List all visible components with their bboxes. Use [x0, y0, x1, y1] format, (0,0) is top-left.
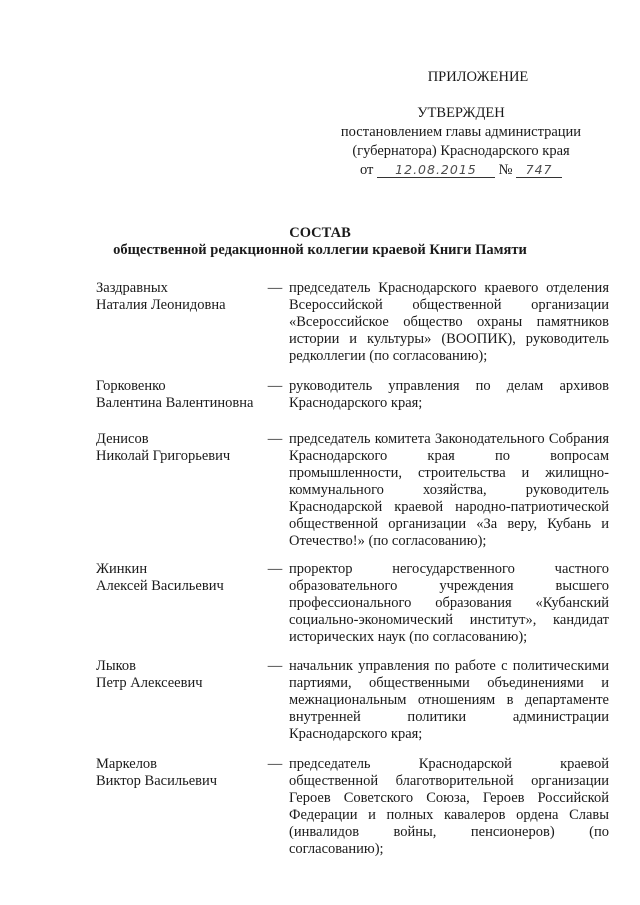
date-field: 12.08.2015: [377, 162, 495, 178]
title-line-2: общественной редакционной коллегии краевой Книги Памяти: [113, 242, 527, 258]
member-surname: Горковенко: [96, 378, 166, 394]
member-surname: Маркелов: [96, 756, 158, 772]
member-role: начальник управления по работе с политическими партиями, общественными объединениями и межнациональным отношениям в департаменте внутренней политики администрации Краснодарского края;: [289, 658, 609, 742]
appendix-heading: ПРИЛОЖЕНИЕ: [427, 69, 529, 85]
from-label: от: [359, 162, 374, 178]
document-title: [90, 225, 550, 259]
number-field: 747: [516, 162, 562, 178]
approval-line-2: (губернатора) Краснодарского края: [352, 143, 570, 159]
member-given-name: Виктор Васильевич: [96, 773, 218, 789]
member-given-name: Валентина Валентиновна: [96, 395, 254, 411]
member-role: проректор негосударственного частного образовательного учреждения высшего профессионального образования «Кубанский социально-экономический институт», кандидат исторических наук (по согласованию);: [289, 561, 609, 645]
member-surname: Денисов: [96, 431, 149, 447]
member-surname: Лыков: [96, 658, 136, 674]
approval-date-line: [330, 161, 592, 180]
member-surname: Жинкин: [96, 561, 148, 577]
approved-heading: УТВЕРЖДЕН: [417, 105, 505, 121]
dash-separator: —: [267, 658, 283, 674]
dash-separator: —: [267, 431, 283, 447]
member-name: [96, 378, 264, 412]
dash-separator: —: [267, 561, 283, 577]
member-given-name: Алексей Васильевич: [96, 578, 224, 594]
member-role: председатель комитета Законодательного Собрания Краснодарского края по вопросам промышленности, строительства и жилищно-коммунального хозяйства, руководитель Краснодарской краевой народно-патриотической общественной организации «За веру, Кубань и Отечество!» (по согласованию);: [289, 431, 609, 549]
member-role: председатель Краснодарского краевого отделения Всероссийской общественной организации «Всероссийское общество охраны памятников истории и культуры» (ВООПИК), руководитель редколлегии (по согласованию);: [289, 280, 609, 364]
dash-separator: —: [267, 280, 283, 296]
dash-separator: —: [267, 756, 283, 772]
title-line-1: СОСТАВ: [289, 225, 351, 241]
approval-line-1: постановлением главы администрации: [340, 124, 582, 140]
member-given-name: Николай Григорьевич: [96, 448, 231, 464]
dash-separator: —: [267, 378, 283, 394]
member-role: руководитель управления по делам архивов Краснодарского края;: [289, 378, 609, 411]
member-role: председатель Краснодарской краевой общественной благотворительной организации Героев Советского Союза, Героев Российской Федерации и полных кавалеров ордена Славы (инвалидов войны, пенсионеров) (по согласованию);: [289, 756, 609, 857]
member-name: [96, 561, 264, 595]
member-name: [96, 431, 264, 465]
member-surname: Заздравных: [96, 280, 168, 296]
member-given-name: Петр Алексеевич: [96, 675, 203, 691]
member-name: [96, 280, 264, 314]
member-given-name: Наталия Леонидовна: [96, 297, 226, 313]
approval-block: [330, 68, 592, 180]
number-label: №: [498, 162, 513, 178]
member-name: [96, 756, 264, 790]
member-name: [96, 658, 264, 692]
